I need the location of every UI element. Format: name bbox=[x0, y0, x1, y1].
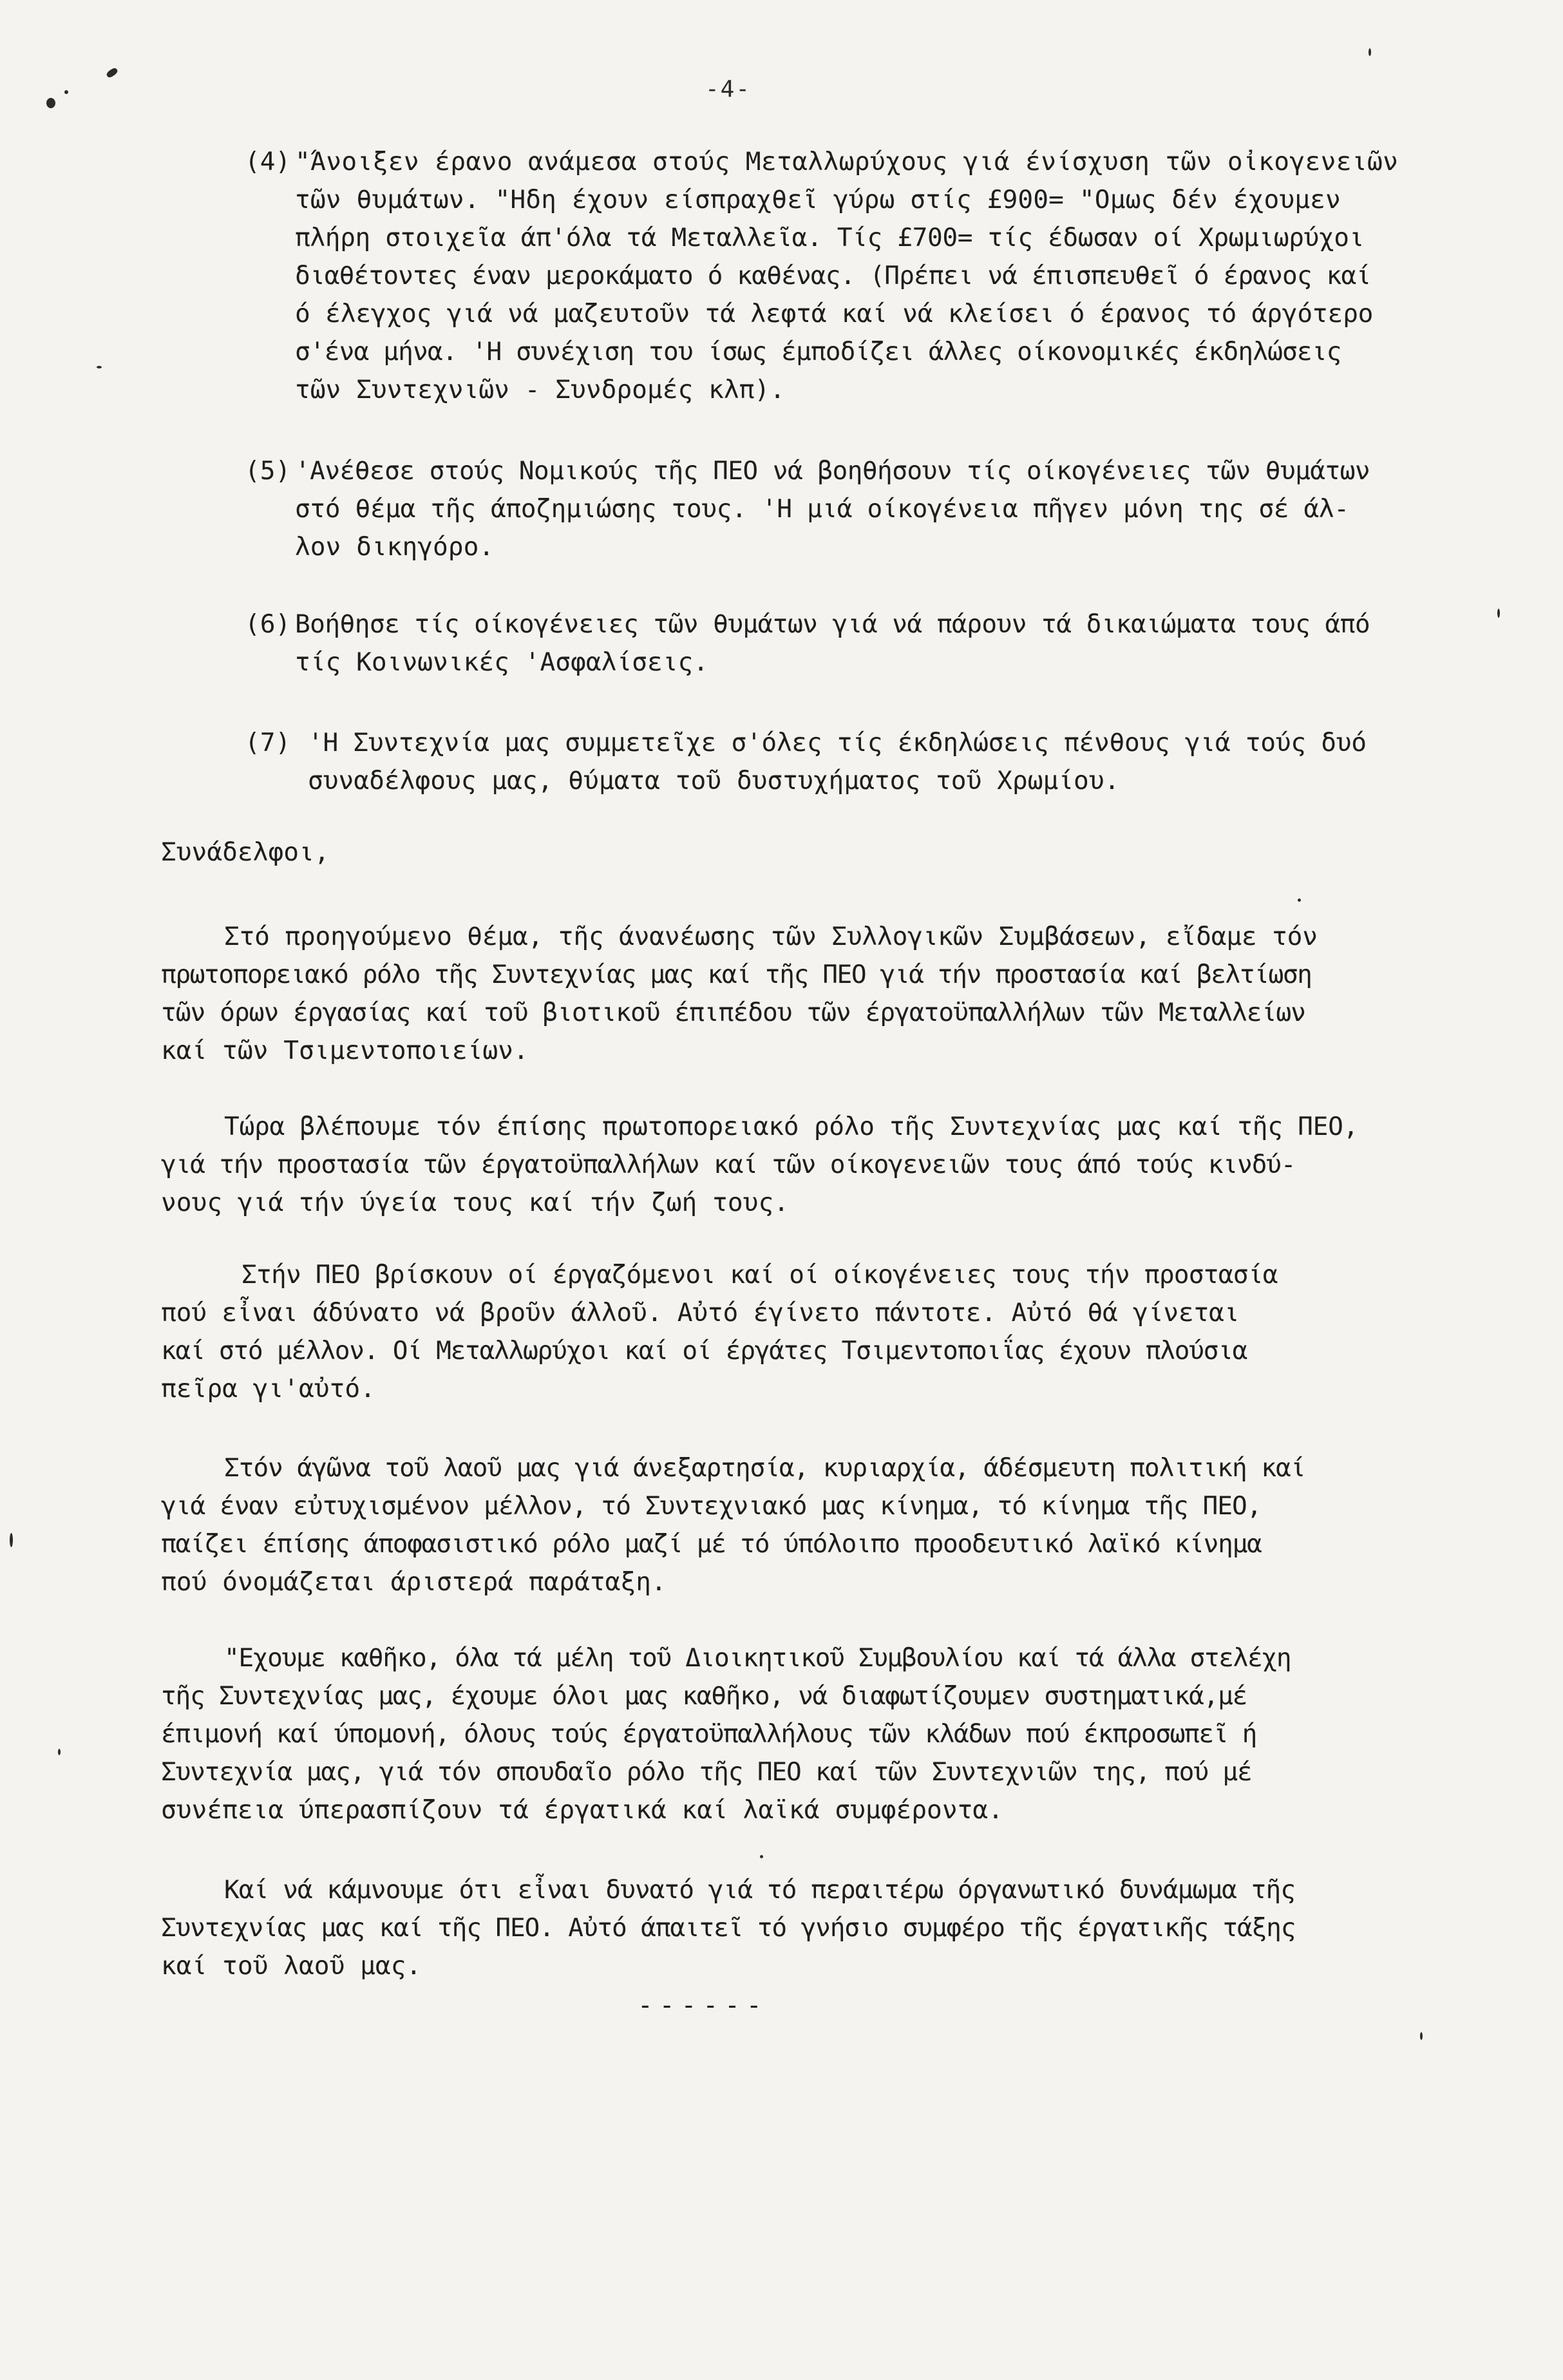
paragraph-line: καί στό μέλλον. Οί Μεταλλωρύχοι καί οί έργάτες Τσιμεντοποιΐας έχουν πλούσια bbox=[161, 1336, 1247, 1366]
paragraph-line: γιά έναν εὐτυχισμένον μέλλον, τό Συντεχνιακό μας κίνημα, τό κίνημα τῆς ΠΕΟ, bbox=[161, 1491, 1262, 1521]
paragraph-line: Συντεχνία μας, γιά τόν σπουδαῖο ρόλο τῆς ΠΕΟ καί τῶν Συντεχνιῶν της, πού μέ bbox=[161, 1757, 1252, 1787]
item-line: τῶν θυμάτων. "Ηδη έχουν είσπραχθεῖ γύρω στίς £900= "Ομως δέν έχουμεν bbox=[295, 185, 1341, 214]
item-line: τῶν Συντεχνιῶν - Συνδρομές κλπ). bbox=[295, 375, 785, 405]
item-line: ό έλεγχος γιά νά μαζευτοῦν τά λεφτά καί νά κλείσει ό έρανος τό άργότερο bbox=[295, 299, 1374, 328]
end-mark: ------ bbox=[638, 1990, 768, 2020]
paragraph-line: καί τοῦ λαοῦ μας. bbox=[161, 1951, 422, 1981]
item-number: (4) bbox=[245, 147, 291, 176]
paragraph-line: έπιμονή καί ύπομονή, όλους τούς έργατοϋπαλλήλους τῶν κλάδων πού έκπροσωπεῖ ή bbox=[161, 1719, 1256, 1749]
item-line: συναδέλφους μας, θύματα τοῦ δυστυχήματος τοῦ Χρωμίου. bbox=[308, 766, 1120, 795]
salutation: Συνάδελφοι, bbox=[161, 837, 330, 867]
paragraph bbox=[161, 1256, 1278, 1408]
paragraph bbox=[161, 1449, 1305, 1601]
item-line: διαθέτοντες έναν μεροκάματο ό καθένας. (Πρέπει νά έπισπευθεῖ ό έρανος καί bbox=[295, 261, 1371, 290]
paragraph-line: Στόν άγῶνα τοῦ λαοῦ μας γιά άνεξαρτησία, κυριαρχία, άδέσμευτη πολιτική καί bbox=[224, 1453, 1305, 1483]
item-line: 'Η Συντεχνία μας συμμετεῖχε σ'όλες τίς έκδηλώσεις πένθους γιά τούς δυό bbox=[308, 728, 1367, 757]
paragraph-line: παίζει έπίσης άποφασιστικό ρόλο μαζί μέ τό ύπόλοιπο προοδευτικό λαϊκό κίνημα bbox=[161, 1529, 1262, 1559]
paragraph-line: Τώρα βλέπουμε τόν έπίσης πρωτοπορειακό ρόλο τῆς Συντεχνίας μας καί τῆς ΠΕΟ, bbox=[224, 1112, 1359, 1141]
item-number: (7) bbox=[245, 728, 291, 757]
paragraph-line: καί τῶν Τσιμεντοποιείων. bbox=[161, 1036, 529, 1065]
item-line: πλήρη στοιχεῖα άπ'όλα τά Μεταλλεῖα. Τίς £700= τίς έδωσαν οί Χρωμιωρύχοι bbox=[295, 223, 1365, 252]
paragraph-line: Στό προηγούμενο θέμα, τῆς άνανέωσης τῶν Συλλογικῶν Συμβάσεων, εἴδαμε τόν bbox=[224, 922, 1318, 951]
item-line: στό θέμα τῆς άποζημιώσης τους. 'Η μιά οίκογένεια πῆγεν μόνη της σέ άλ- bbox=[295, 494, 1349, 524]
paragraph-line: Καί νά κάμνουμε ότι εἶναι δυνατό γιά τό περαιτέρω όργανωτικό δυνάμωμα τῆς bbox=[224, 1875, 1296, 1905]
item-number: (6) bbox=[245, 609, 291, 639]
item-number: (5) bbox=[245, 456, 291, 486]
page-number: -4- bbox=[705, 76, 752, 102]
paragraph bbox=[161, 1639, 1291, 1829]
paragraph-line: πρωτοπορειακό ρόλο τῆς Συντεχνίας μας καί τῆς ΠΕΟ γιά τήν προστασία καί βελτίωση bbox=[161, 960, 1312, 989]
item-line: τίς Κοινωνικές 'Ασφαλίσεις. bbox=[295, 647, 709, 677]
paragraph-line: νους γιά τήν ύγεία τους καί τήν ζωή τους. bbox=[161, 1188, 790, 1217]
item-line: λον δικηγόρο. bbox=[295, 532, 495, 562]
item-line: σ'ένα μήνα. 'Η συνέχιση του ίσως έμποδίζει άλλες οίκονομικές έκδηλώσεις bbox=[295, 337, 1341, 367]
paragraph-line: Συντεχνίας μας καί τῆς ΠΕΟ. Αὐτό άπαιτεῖ τό γνήσιο συμφέρο τῆς έργατικῆς τάξης bbox=[161, 1913, 1296, 1943]
paragraph-line: τῶν όρων έργασίας καί τοῦ βιοτικοῦ έπιπέδου τῶν έργατοϋπαλλήλων τῶν Μεταλλείων bbox=[161, 998, 1305, 1027]
item-line: Βοήθησε τίς οίκογένειες τῶν θυμάτων γιά νά πάρουν τά δικαιώματα τους άπό bbox=[295, 609, 1370, 639]
paragraph-line: συνέπεια ύπερασπίζουν τά έργατικά καί λαϊκά συμφέροντα. bbox=[161, 1795, 1003, 1825]
paragraph-line: πού όνομάζεται άριστερά παράταξη. bbox=[161, 1567, 667, 1597]
paragraph-line: τῆς Συντεχνίας μας, έχουμε όλοι μας καθῆκο, νά διαφωτίζουμεν συστηματικά,μέ bbox=[161, 1681, 1247, 1711]
paragraph-line: "Εχουμε καθῆκο, όλα τά μέλη τοῦ Διοικητικοῦ Συμβουλίου καί τά άλλα στελέχη bbox=[224, 1643, 1291, 1673]
paragraph-line: πεῖρα γι'αὐτό. bbox=[161, 1374, 375, 1404]
item-line: 'Ανέθεσε στούς Νομικούς τῆς ΠΕΟ νά βοηθήσουν τίς οίκογένειες τῶν θυμάτων bbox=[295, 456, 1370, 486]
paragraph-line: πού εἶναι άδύνατο νά βροῦν άλλοῦ. Αὐτό έγίνετο πάντοτε. Αὐτό θά γίνεται bbox=[161, 1298, 1240, 1328]
paragraph-line: Στήν ΠΕΟ βρίσκουν οί έργαζόμενοι καί οί οίκογένειες τους τήν προστασία bbox=[242, 1260, 1278, 1290]
paragraph bbox=[161, 1871, 1295, 1985]
item-line: "Άνοιξεν έρανο ανάμεσα στούς Μεταλλωρύχους γιά ένίσχυση τῶν οἰκογενειῶν bbox=[295, 147, 1399, 176]
paragraph bbox=[161, 918, 1318, 1070]
paragraph-line: γιά τήν προστασία τῶν έργατοϋπαλλήλων καί τῶν οίκογενειῶν τους άπό τούς κινδύ- bbox=[161, 1150, 1296, 1179]
paragraph bbox=[161, 1108, 1358, 1222]
